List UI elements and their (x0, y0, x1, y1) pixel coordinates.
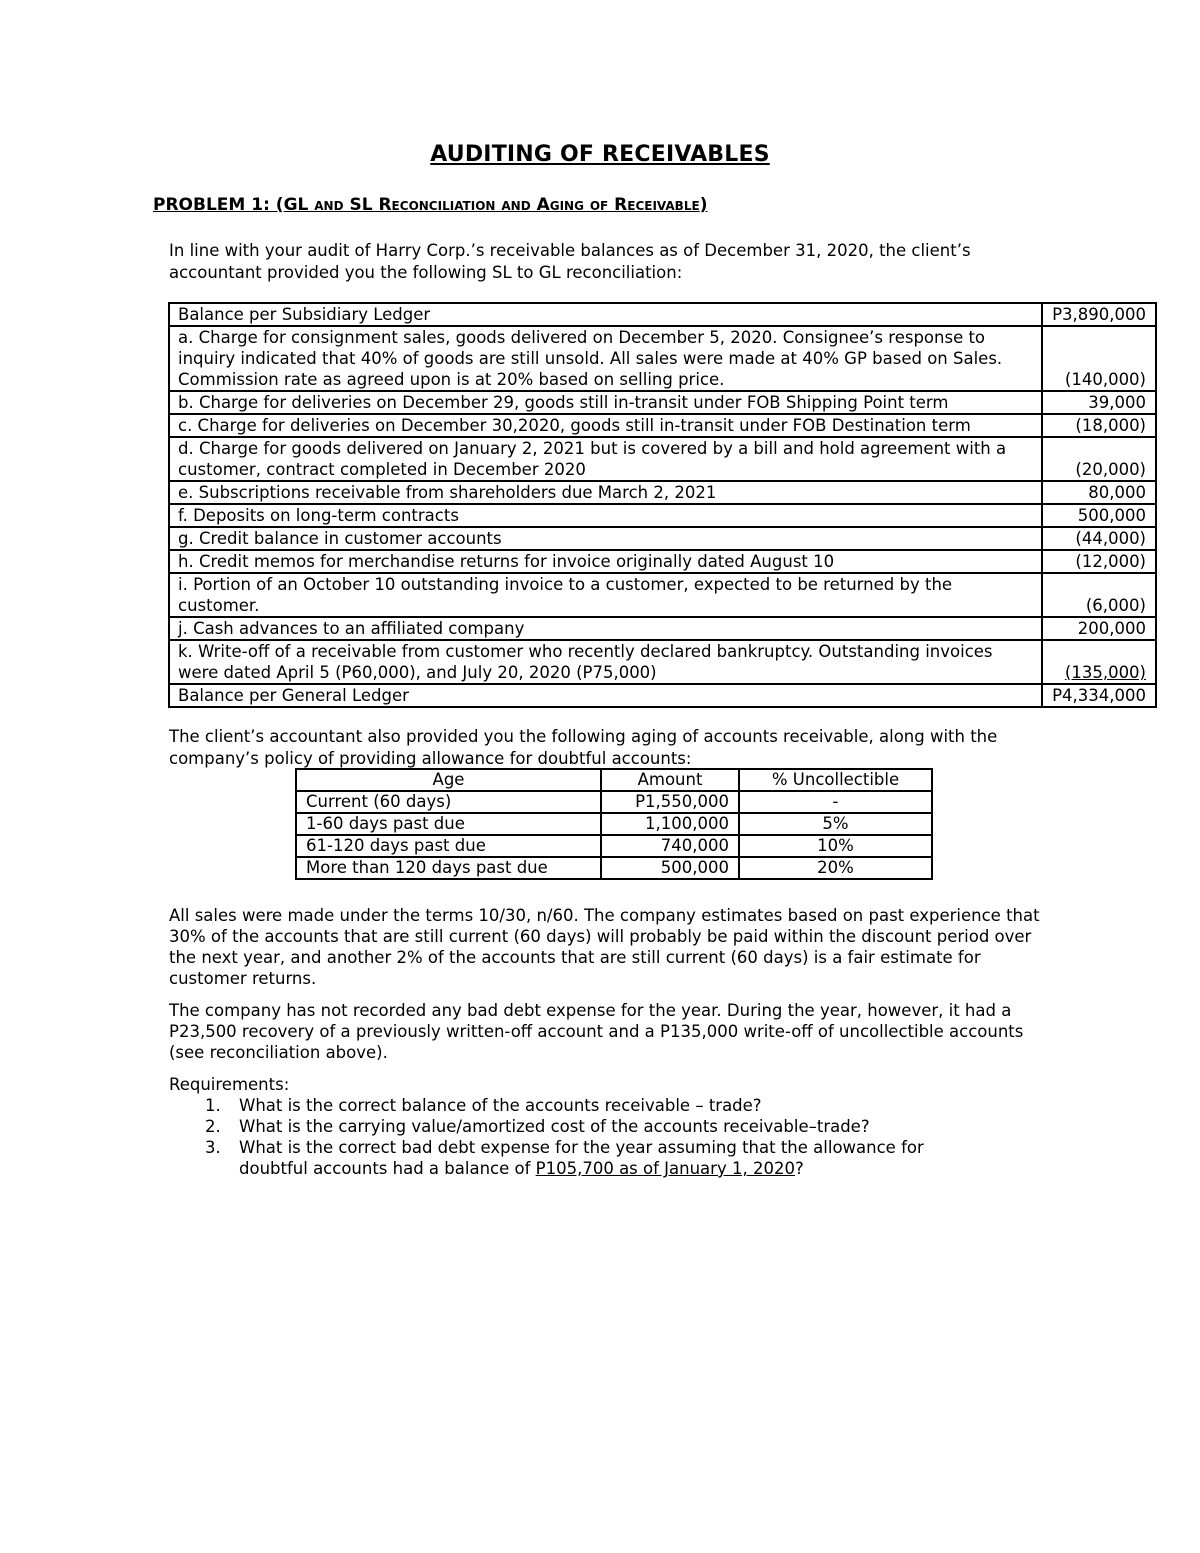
requirements-list (169, 1095, 949, 1179)
table-row (169, 326, 1156, 391)
table-row (169, 414, 1156, 437)
problem-heading (153, 195, 707, 215)
recon-desc: d. Charge for goods delivered on January 2, 2021 but is covered by a bill and hold agreement with a customer, contract completed in December 2020 (169, 437, 1042, 481)
recon-desc: h. Credit memos for merchandise returns for invoice originally dated August 10 (169, 550, 1042, 573)
recon-amount: (18,000) (1042, 414, 1156, 437)
recon-desc: g. Credit balance in customer accounts (169, 527, 1042, 550)
requirement-text-pre: What is the correct bad debt expense for the year assuming that the allowance for doubtful accounts had a balance of (239, 1138, 924, 1178)
recon-amount (1042, 640, 1156, 684)
aging-pct: 20% (739, 857, 932, 879)
aging-age: Current (60 days) (296, 791, 601, 813)
list-item (169, 1137, 949, 1179)
table-row (296, 813, 932, 835)
recon-desc: Balance per Subsidiary Ledger (169, 303, 1042, 326)
recon-desc: j. Cash advances to an affiliated company (169, 617, 1042, 640)
recon-amount: 80,000 (1042, 481, 1156, 504)
table-row (169, 481, 1156, 504)
list-item (169, 1095, 949, 1116)
table-row (169, 640, 1156, 684)
recon-amount: 200,000 (1042, 617, 1156, 640)
column-header: Age (296, 769, 601, 791)
requirement-text: What is the correct balance of the accounts receivable – trade? (239, 1096, 762, 1115)
requirement-text (239, 1137, 949, 1179)
aging-pct: 5% (739, 813, 932, 835)
requirement-text-underlined: P105,700 as of January 1, 2020 (535, 1159, 795, 1178)
aging-amount: 1,100,000 (601, 813, 739, 835)
bad-debt-paragraph: The company has not recorded any bad debt expense for the year. During the year, however, it had a P23,500 recovery of a previously written-off account and a P135,000 write-off of uncollectible accounts (see reconciliation above). (169, 1001, 1024, 1062)
reconciliation-table (168, 302, 1157, 708)
requirement-number: 1. (205, 1096, 221, 1115)
recon-amount: P4,334,000 (1042, 684, 1156, 707)
table-row (169, 550, 1156, 573)
aging-age: More than 120 days past due (296, 857, 601, 879)
recon-desc: c. Charge for deliveries on December 30,2020, goods still in-transit under FOB Destination term (169, 414, 1042, 437)
recon-desc: f. Deposits on long-term contracts (169, 504, 1042, 527)
requirement-text: What is the carrying value/amortized cost of the accounts receivable–trade? (239, 1117, 870, 1136)
recon-amount: (44,000) (1042, 527, 1156, 550)
table-row (169, 617, 1156, 640)
table-row (296, 857, 932, 879)
table-row (169, 504, 1156, 527)
aging-table (295, 768, 933, 880)
aging-age: 61-120 days past due (296, 835, 601, 857)
problem-suffix: ) (699, 195, 708, 215)
table-row (169, 391, 1156, 414)
recon-amount: (12,000) (1042, 550, 1156, 573)
recon-amount: 39,000 (1042, 391, 1156, 414)
table-header-row (296, 769, 932, 791)
recon-desc: Balance per General Ledger (169, 684, 1042, 707)
table-row (169, 527, 1156, 550)
recon-amount: 500,000 (1042, 504, 1156, 527)
column-header: % Uncollectible (739, 769, 932, 791)
aging-pct: - (739, 791, 932, 813)
table-row (169, 303, 1156, 326)
recon-desc: k. Write-off of a receivable from customer who recently declared bankruptcy. Outstanding invoices were dated April 5 (P60,000), and July 20, 2020 (P75,000) (169, 640, 1042, 684)
intro-paragraph: In line with your audit of Harry Corp.’s receivable balances as of December 31, 2020, the client’s accountant provided you the following SL to GL reconciliation: (169, 241, 971, 282)
terms-paragraph: All sales were made under the terms 10/30, n/60. The company estimates based on past experience that 30% of the accounts that are still current (60 days) will probably be paid within the discount period over the next year, and another 2% of the accounts that are still current (60 days) is a fair estimate for customer returns. (169, 906, 1040, 988)
table-row (169, 437, 1156, 481)
problem-label: GL and SL Reconciliation and Aging of Receivable (283, 195, 700, 215)
table-row (296, 791, 932, 813)
table-row (169, 684, 1156, 707)
page-title: AUDITING OF RECEIVABLES (430, 142, 770, 167)
recon-amount-text: (135,000) (1064, 663, 1146, 682)
recon-desc: a. Charge for consignment sales, goods delivered on December 5, 2020. Consignee’s response to inquiry indicated that 40% of goods are still unsold. All sales were made at 40% GP based on Sales. Commission rate as agreed upon is at 20% based on selling price. (169, 326, 1042, 391)
recon-desc: i. Portion of an October 10 outstanding invoice to a customer, expected to be returned by the customer. (169, 573, 1042, 617)
recon-amount: P3,890,000 (1042, 303, 1156, 326)
aging-amount: P1,550,000 (601, 791, 739, 813)
aging-intro-paragraph: The client’s accountant also provided you the following aging of accounts receivable, along with the company’s policy of providing allowance for doubtful accounts: (169, 727, 998, 768)
aging-amount: 500,000 (601, 857, 739, 879)
recon-amount: (6,000) (1042, 573, 1156, 617)
requirement-text-post: ? (794, 1159, 804, 1178)
recon-amount: (140,000) (1042, 326, 1156, 391)
recon-amount: (20,000) (1042, 437, 1156, 481)
requirement-number: 3. (205, 1138, 221, 1157)
table-row (169, 573, 1156, 617)
aging-amount: 740,000 (601, 835, 739, 857)
problem-prefix: PROBLEM 1: ( (153, 195, 284, 215)
list-item (169, 1116, 949, 1137)
recon-desc: e. Subscriptions receivable from shareholders due March 2, 2021 (169, 481, 1042, 504)
requirement-number: 2. (205, 1117, 221, 1136)
aging-pct: 10% (739, 835, 932, 857)
requirements-label: Requirements: (169, 1075, 290, 1094)
column-header: Amount (601, 769, 739, 791)
recon-desc: b. Charge for deliveries on December 29, goods still in-transit under FOB Shipping Point term (169, 391, 1042, 414)
aging-age: 1-60 days past due (296, 813, 601, 835)
table-row (296, 835, 932, 857)
